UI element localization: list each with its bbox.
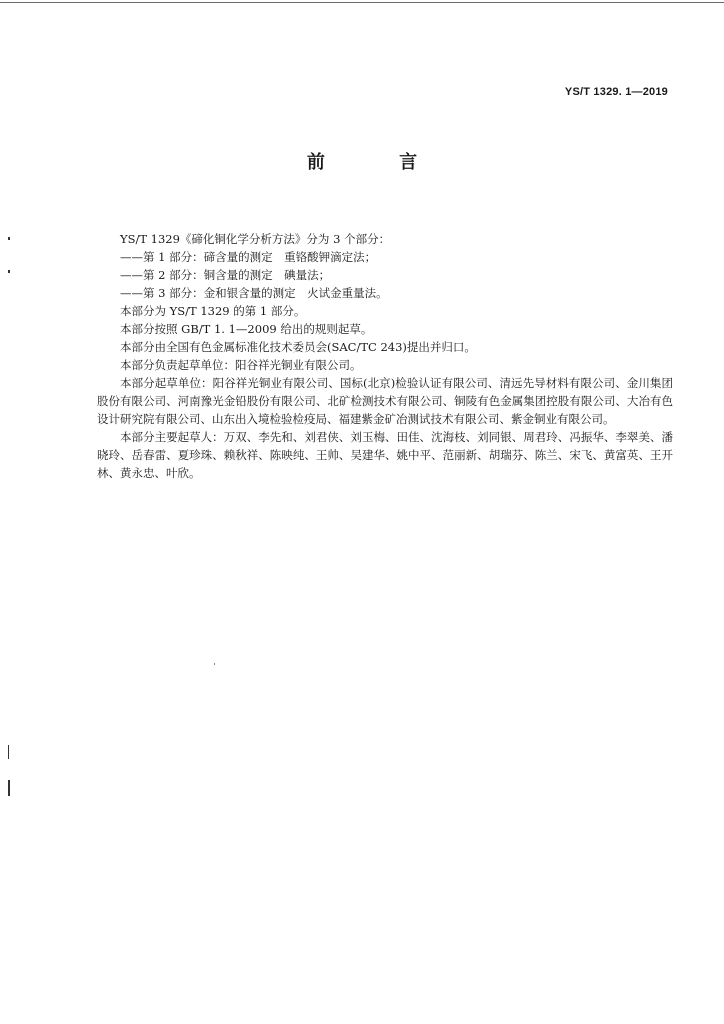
- paragraph-responsible-unit: 本部分负责起草单位：阳谷祥光铜业有限公司。: [120, 358, 362, 372]
- top-border-line: [0, 2, 724, 3]
- paragraph-part-statement: 本部分为 YS/T 1329 的第 1 部分。: [120, 304, 306, 318]
- list-item-part-1: ——第 1 部分：碲含量的测定 重铬酸钾滴定法；: [120, 250, 377, 264]
- paragraph-drafters: 本部分主要起草人：万双、李先和、刘君侠、刘玉梅、田佳、沈海枝、刘同银、周君玲、冯振华、李翠美、潘晓玲、岳春雷、夏珍珠、赖秋祥、陈映纯、王帅、吴建华、姚中平、范丽新、胡瑞芬、陈兰、宋飞、黄富英、王开林、黄永忠、叶欣。: [97, 430, 673, 480]
- list-item-part-3: ——第 3 部分：金和银含量的测定 火试金重量法。: [120, 286, 388, 300]
- paragraph-drafting-rules: 本部分按照 GB/T 1. 1—2009 给出的规则起草。: [120, 322, 373, 336]
- page-title: 前 言: [306, 152, 452, 173]
- scan-speck: [8, 745, 9, 759]
- standard-code: YS/T 1329. 1—2019: [564, 86, 668, 98]
- scan-speck: [8, 270, 10, 273]
- scan-speck: [8, 780, 10, 796]
- paragraph-drafting-units: 本部分起草单位：阳谷祥光铜业有限公司、国标(北京)检验认证有限公司、清远先导材料有限公司、金川集团股份有限公司、河南豫光金铅股份有限公司、北矿检测技术有限公司、铜陵有色金属集团控股有限公司、大冶有色设计研究院有限公司、山东出入境检验检疫局、福建紫金矿冶测试技术有限公司、紫金铜业有限公司。: [97, 376, 673, 426]
- paragraph-proposer: 本部分由全国有色金属标准化技术委员会(SAC/TC 243)提出并归口。: [120, 340, 476, 354]
- paragraph-intro: YS/T 1329《碲化铜化学分析方法》分为 3 个部分：: [120, 232, 391, 246]
- list-item-part-2: ——第 2 部分：铜含量的测定 碘量法；: [120, 268, 331, 282]
- scan-speck: [214, 663, 215, 665]
- foreword-body: [97, 230, 673, 482]
- scan-speck: [8, 237, 10, 240]
